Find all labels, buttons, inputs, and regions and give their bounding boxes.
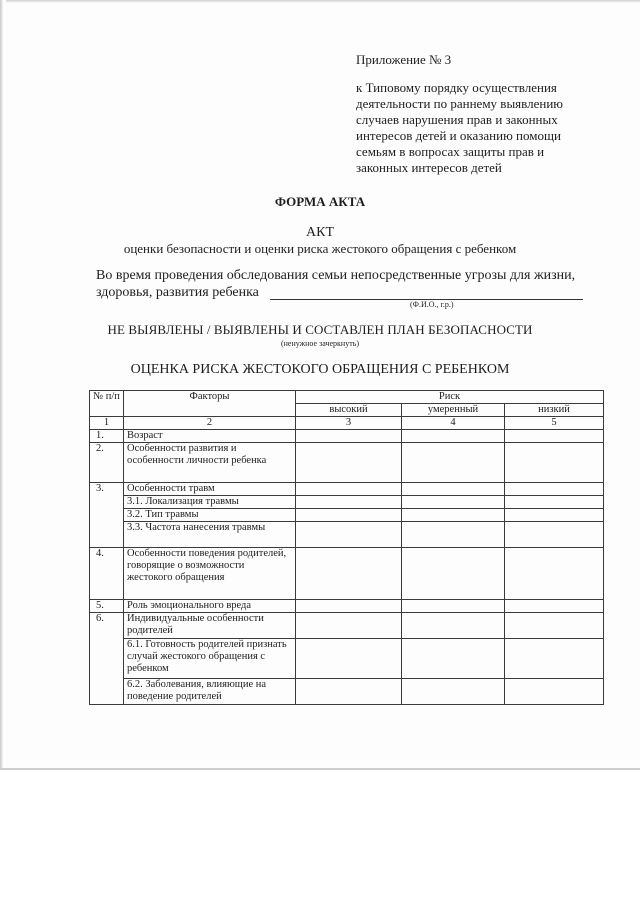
table-row [90,522,604,548]
risk-low-cell[interactable] [505,679,604,705]
risk-moderate-cell[interactable] [402,613,505,639]
appendix-line: интересов детей и оказанию помощи [356,128,561,143]
risk-low-cell[interactable] [505,483,604,496]
form-title: ФОРМА АКТА [274,194,366,209]
risk-low-cell[interactable] [505,613,604,639]
risk-high-cell[interactable] [296,483,402,496]
row-number: 2. [90,443,124,483]
table-row [90,496,604,509]
risk-low-cell[interactable] [505,600,604,613]
factor-cell: 3.2. Тип травмы [124,509,296,522]
factor-cell: 3.1. Локализация травмы [124,496,296,509]
risk-low-cell[interactable] [505,443,604,483]
risk-low-cell[interactable] [505,522,604,548]
intro-text: здоровья, развития ребенка [96,285,259,300]
appendix-line: деятельности по раннему выявлению [356,96,564,111]
appendix-line: к Типовому порядку осуществления [356,80,557,95]
factor-cell: 3.3. Частота нанесения травмы [124,522,296,548]
row-number: 4. [90,548,124,600]
factor-cell: 6.1. Готовность родителей признать случай жестокого обращения с ребенком [124,639,296,679]
risk-high-cell[interactable] [296,679,402,705]
appendix-line: законных интересов детей [356,160,502,175]
risk-high-cell[interactable] [296,509,402,522]
risk-moderate-cell[interactable] [402,548,505,600]
table-row [90,443,604,483]
factor-cell: Возраст [124,430,296,443]
appendix-title: Приложение № 3 [356,52,452,67]
row-number: 6. [90,613,124,705]
table-row [90,679,604,705]
risk-high-cell[interactable] [296,522,402,548]
header-risk-moderate: умеренный [402,404,505,417]
risk-moderate-cell[interactable] [402,496,505,509]
risk-moderate-cell[interactable] [402,443,505,483]
table-row [90,600,604,613]
row-number: 1. [90,430,124,443]
table-row [90,509,604,522]
header-number: № п/п [90,391,124,417]
header-risk-high: высокий [296,404,402,417]
factor-cell: 6.2. Заболевания, влияющие на поведение родителей [124,679,296,705]
risk-moderate-cell[interactable] [402,679,505,705]
act-title: АКТ [306,225,334,240]
row-number: 5. [90,600,124,613]
column-number: 4 [402,417,505,430]
appendix-line: семьям в вопросах защиты прав и [356,144,545,159]
risk-assessment-title: ОЦЕНКА РИСКА ЖЕСТОКОГО ОБРАЩЕНИЯ С РЕБЕНКОМ [130,362,510,377]
risk-high-cell[interactable] [296,600,402,613]
risk-low-cell[interactable] [505,496,604,509]
risk-low-cell[interactable] [505,430,604,443]
table-row [90,613,604,639]
fio-hint: (Ф.И.О., г.р.) [410,300,454,309]
risk-moderate-cell[interactable] [402,509,505,522]
risk-moderate-cell[interactable] [402,600,505,613]
risk-high-cell[interactable] [296,548,402,600]
header-factors: Факторы [124,391,296,417]
risk-low-cell[interactable] [505,509,604,522]
column-number: 1 [90,417,124,430]
column-number: 2 [124,417,296,430]
factor-cell: Особенности травм [124,483,296,496]
risk-moderate-cell[interactable] [402,639,505,679]
row-number: 3. [90,483,124,548]
header-risk-low: низкий [505,404,604,417]
factor-cell: Особенности развития и особенности личности ребенка [124,443,296,483]
header-risk: Риск [296,391,604,404]
risk-moderate-cell[interactable] [402,483,505,496]
risk-high-cell[interactable] [296,430,402,443]
appendix-line: случаев нарушения прав и законных [356,112,558,127]
factor-cell: Индивидуальные особенности родителей [124,613,296,639]
risk-high-cell[interactable] [296,613,402,639]
act-subtitle: оценки безопасности и оценки риска жестокого обращения с ребенком [123,241,517,256]
risk-moderate-cell[interactable] [402,522,505,548]
risk-moderate-cell[interactable] [402,430,505,443]
column-number: 3 [296,417,402,430]
risk-high-cell[interactable] [296,639,402,679]
risk-low-cell[interactable] [505,548,604,600]
factor-cell: Роль эмоционального вреда [124,600,296,613]
risk-assessment-table [89,390,604,705]
status-line: НЕ ВЫЯВЛЕНЫ / ВЫЯВЛЕНЫ И СОСТАВЛЕН ПЛАН БЕЗОПАСНОСТИ [107,322,533,337]
table-row [90,639,604,679]
status-hint: (ненужное зачеркнуть) [280,339,360,348]
risk-low-cell[interactable] [505,639,604,679]
intro-text: Во время проведения обследования семьи непосредственные угрозы для жизни, [96,268,576,283]
table-row [90,548,604,600]
risk-high-cell[interactable] [296,496,402,509]
column-number: 5 [505,417,604,430]
table-row [90,483,604,496]
table-row [90,430,604,443]
factor-cell: Особенности поведения родителей, говорящие о возможности жестокого обращения [124,548,296,600]
risk-high-cell[interactable] [296,443,402,483]
